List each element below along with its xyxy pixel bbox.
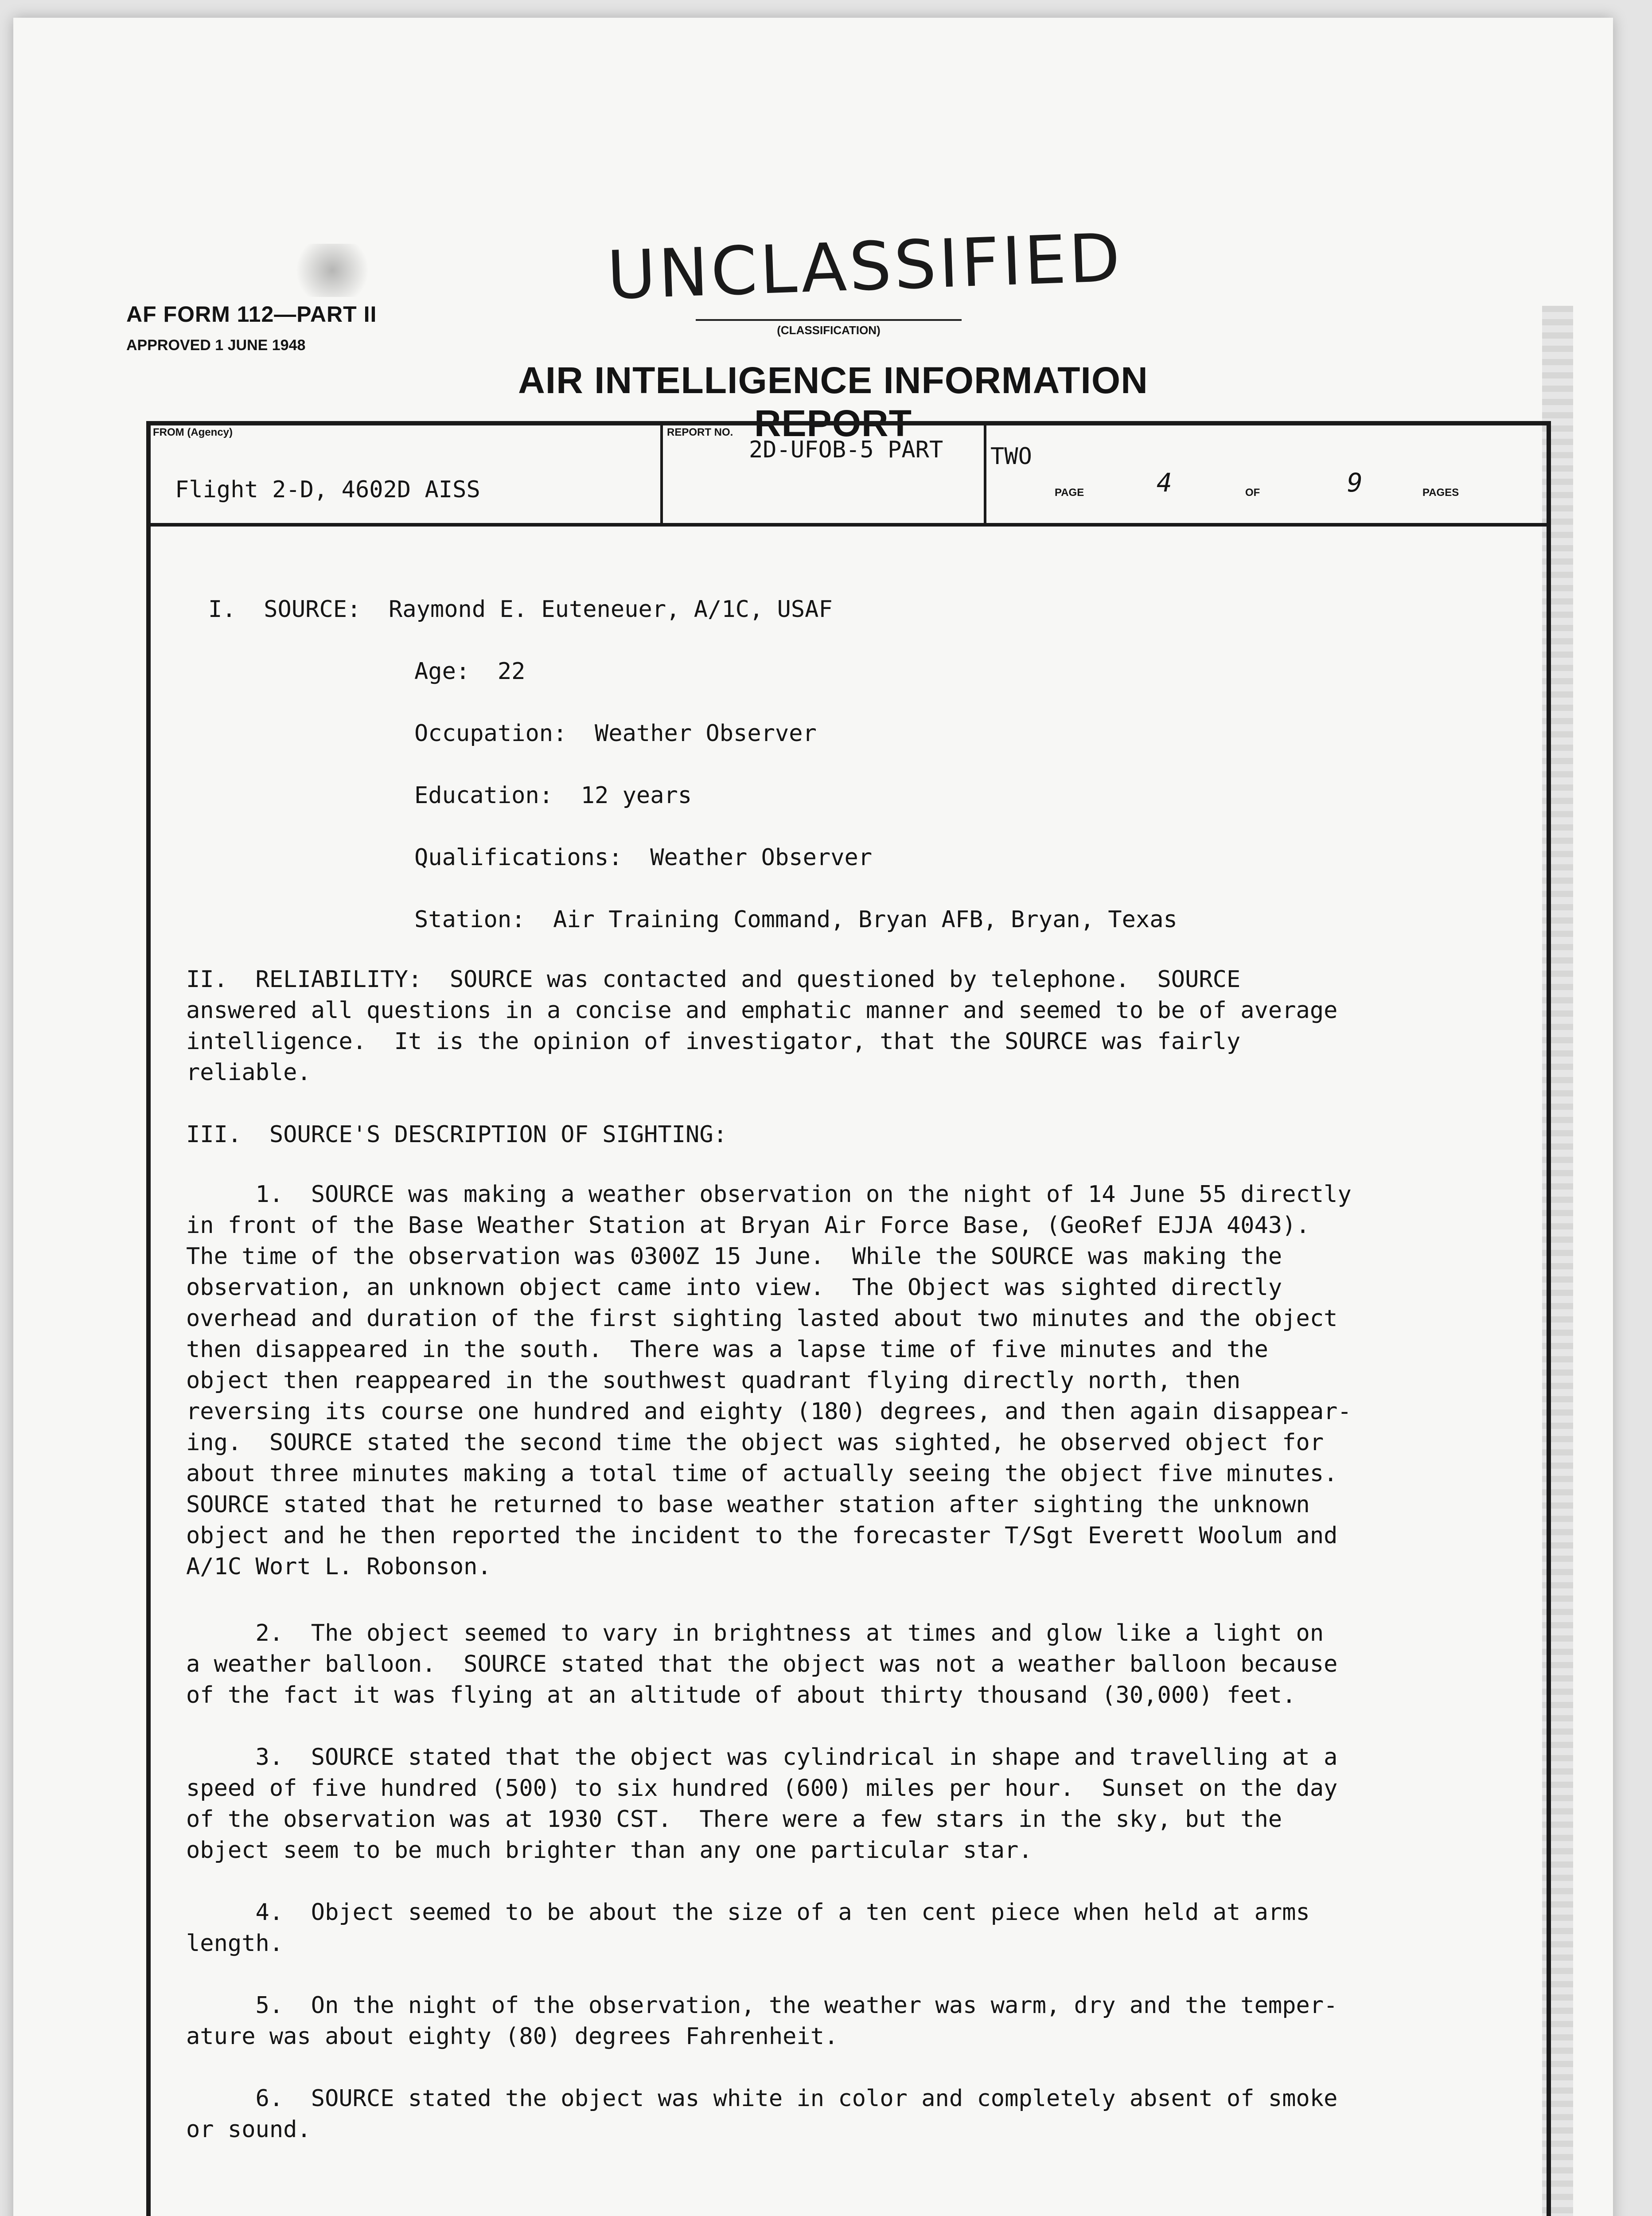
source-education: Education: 12 years — [414, 782, 692, 809]
text-line: then disappeared in the south. There was a lapse time of five minutes and the — [186, 1336, 1268, 1363]
text-line: 2. The object seemed to vary in brightness at times and glow like a light on — [186, 1620, 1324, 1646]
text-line: The time of the observation was 0300Z 15 June. While the SOURCE was making the — [186, 1243, 1282, 1270]
from-caption: FROM (Agency) — [153, 426, 233, 438]
classification-rule-top — [696, 319, 962, 321]
text-line: about three minutes making a total time of actually seeing the object five minutes. — [186, 1460, 1338, 1487]
scan-smudge — [288, 244, 377, 297]
paragraph-1 — [186, 1179, 1352, 1582]
classification-caption-top: (CLASSIFICATION) — [777, 324, 881, 337]
text-line: speed of five hundred (500) to six hundred (600) miles per hour. Sunset on the day — [186, 1775, 1338, 1802]
report-part: TWO — [990, 443, 1032, 470]
of-caption: OF — [1245, 487, 1260, 499]
paragraph-5 — [186, 1990, 1337, 2052]
paragraph-3 — [186, 1742, 1337, 1866]
text-line: in front of the Base Weather Station at Bryan Air Force Base, (GeoRef EJJA 4043). — [186, 1212, 1310, 1239]
source-occupation: Occupation: Weather Observer — [414, 720, 817, 747]
text-line: 1. SOURCE was making a weather observation on the night of 14 June 55 directly — [186, 1181, 1352, 1208]
text-line: SOURCE stated that he returned to base weather station after sighting the unknown — [186, 1491, 1310, 1518]
description-heading: III. SOURCE'S DESCRIPTION OF SIGHTING: — [186, 1121, 727, 1148]
text-line: A/1C Wort L. Robonson. — [186, 1553, 491, 1580]
pages-caption: PAGES — [1422, 487, 1459, 499]
text-line: 5. On the night of the observation, the weather was warm, dry and the temper- — [186, 1992, 1338, 2019]
header-column-divider — [660, 421, 663, 523]
text-line: object seem to be much brighter than any one particular star. — [186, 1837, 1032, 1864]
page-caption: PAGE — [1055, 487, 1084, 499]
paragraph-2 — [186, 1618, 1337, 1711]
text-line: or sound. — [186, 2116, 311, 2143]
text-line: reliable. — [186, 1059, 311, 1086]
text-line: 6. SOURCE stated the object was white in color and completely absent of smoke — [186, 2085, 1338, 2112]
text-line: observation, an unknown object came into view. The Object was sighted directly — [186, 1274, 1282, 1301]
text-line: 3. SOURCE stated that the object was cylindrical in shape and travelling at a — [186, 1744, 1338, 1771]
text-line: a weather balloon. SOURCE stated that the object was not a weather balloon because — [186, 1651, 1338, 1678]
page-number: 4 — [1157, 468, 1172, 498]
source-age: Age: 22 — [414, 658, 526, 685]
paragraph-4 — [186, 1897, 1310, 1959]
text-line: reversing its course one hundred and eighty (180) degrees, and then again disappear- — [186, 1398, 1352, 1425]
page-total: 9 — [1347, 468, 1363, 498]
text-line: overhead and duration of the first sighting lasted about two minutes and the object — [186, 1305, 1338, 1332]
from-agency: Flight 2-D, 4602D AISS — [175, 476, 480, 503]
header-column-divider — [984, 421, 986, 523]
text-line: ing. SOURCE stated the second time the object was sighted, he observed object for — [186, 1429, 1324, 1456]
text-line: intelligence. It is the opinion of investigator, that the SOURCE was fairly — [186, 1028, 1241, 1055]
form-approved-date: APPROVED 1 JUNE 1948 — [126, 337, 306, 354]
text-line: length. — [186, 1930, 284, 1957]
classification-stamp-top: UNCLASSIFIED — [606, 219, 1124, 315]
source-line: I. SOURCE: Raymond E. Euteneuer, A/1C, USAF — [208, 596, 833, 623]
source-qualifications: Qualifications: Weather Observer — [414, 844, 873, 871]
text-line: object and he then reported the incident to the forecaster T/Sgt Everett Woolum and — [186, 1522, 1338, 1549]
reliability-section — [186, 964, 1337, 1088]
source-station: Station: Air Training Command, Bryan AFB, Bryan, Texas — [414, 906, 1177, 933]
report-title: AIR INTELLIGENCE INFORMATION REPORT — [518, 359, 1148, 444]
text-line: II. RELIABILITY: SOURCE was contacted and questioned by telephone. SOURCE — [186, 966, 1241, 993]
text-line: 4. Object seemed to be about the size of a ten cent piece when held at arms — [186, 1899, 1310, 1926]
report-number: 2D-UFOB-5 PART — [749, 437, 943, 463]
form-id: AF FORM 112—PART II — [126, 302, 377, 327]
header-divider — [146, 523, 1551, 527]
text-line: answered all questions in a concise and emphatic manner and seemed to be of average — [186, 997, 1338, 1024]
text-line: of the observation was at 1930 CST. There were a few stars in the sky, but the — [186, 1806, 1282, 1833]
paragraph-6 — [186, 2083, 1337, 2145]
text-line: object then reappeared in the southwest quadrant flying directly north, then — [186, 1367, 1241, 1394]
text-line: of the fact it was flying at an altitude of about thirty thousand (30,000) feet. — [186, 1682, 1296, 1709]
text-line: ature was about eighty (80) degrees Fahrenheit. — [186, 2023, 838, 2050]
report-no-caption: REPORT NO. — [667, 426, 733, 438]
